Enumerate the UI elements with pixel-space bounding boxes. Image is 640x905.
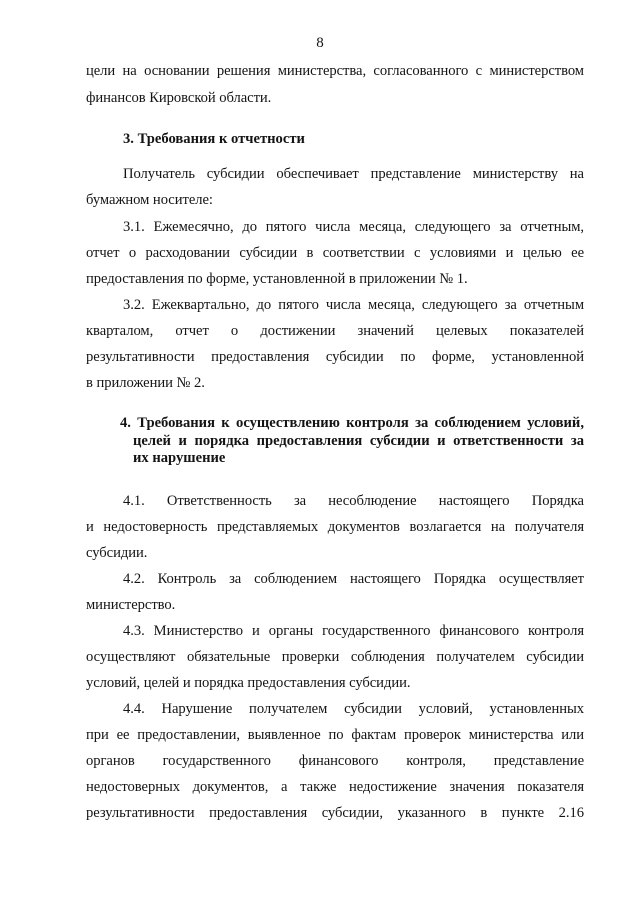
body-line: при ее предоставлении, выявленное по фактам проверок министерства или — [86, 727, 584, 743]
body-line: цели на основании решения министерства, согласованного с министерством — [86, 63, 584, 79]
body-line: бумажном носителе: — [86, 192, 213, 208]
body-line: в приложении № 2. — [86, 375, 205, 391]
body-line: 4.2. Контроль за соблюдением настоящего Порядка осуществляет — [123, 571, 584, 587]
body-line: результативности предоставления субсидии по форме, установленной — [86, 349, 584, 365]
body-line: Получатель субсидии обеспечивает представление министерству на — [123, 166, 584, 182]
body-line: органов государственного финансового контроля, представление — [86, 753, 584, 769]
body-line: кварталом, отчет о достижении значений целевых показателей — [86, 323, 584, 339]
body-line: осуществляют обязательные проверки соблюдения получателем субсидии — [86, 649, 584, 665]
body-line: предоставления по форме, установленной в приложении № 1. — [86, 271, 468, 287]
body-line: 4.3. Министерство и органы государственного финансового контроля — [123, 623, 584, 639]
section-4-heading-line-3: их нарушение — [133, 450, 226, 466]
page-number: 8 — [316, 35, 324, 51]
body-line: 4.1. Ответственность за несоблюдение настоящего Порядка — [123, 493, 584, 509]
body-line: недостоверных документов, а также недостижение значения показателя — [86, 779, 584, 795]
section-4-heading-line-1: 4. Требования к осуществлению контроля за соблюдением условий, — [120, 415, 584, 431]
section-4-heading-line-2: целей и порядка предоставления субсидии и ответственности за — [133, 433, 584, 449]
body-line: результативности предоставления субсидии, указанного в пункте 2.16 — [86, 805, 584, 821]
body-line: финансов Кировской области. — [86, 90, 272, 106]
body-line: 3.1. Ежемесячно, до пятого числа месяца, следующего за отчетным, — [123, 219, 584, 235]
body-line: министерство. — [86, 597, 176, 613]
body-line: условий, целей и порядка предоставления субсидии. — [86, 675, 411, 691]
body-line: субсидии. — [86, 545, 148, 561]
body-line: отчет о расходовании субсидии в соответствии с условиями и целью ее — [86, 245, 584, 261]
section-3-heading: 3. Требования к отчетности — [123, 131, 305, 147]
body-line: 3.2. Ежеквартально, до пятого числа месяца, следующего за отчетным — [123, 297, 584, 313]
body-line: и недостоверность представляемых документов возлагается на получателя — [86, 519, 584, 535]
body-line: 4.4. Нарушение получателем субсидии условий, установленных — [123, 701, 584, 717]
